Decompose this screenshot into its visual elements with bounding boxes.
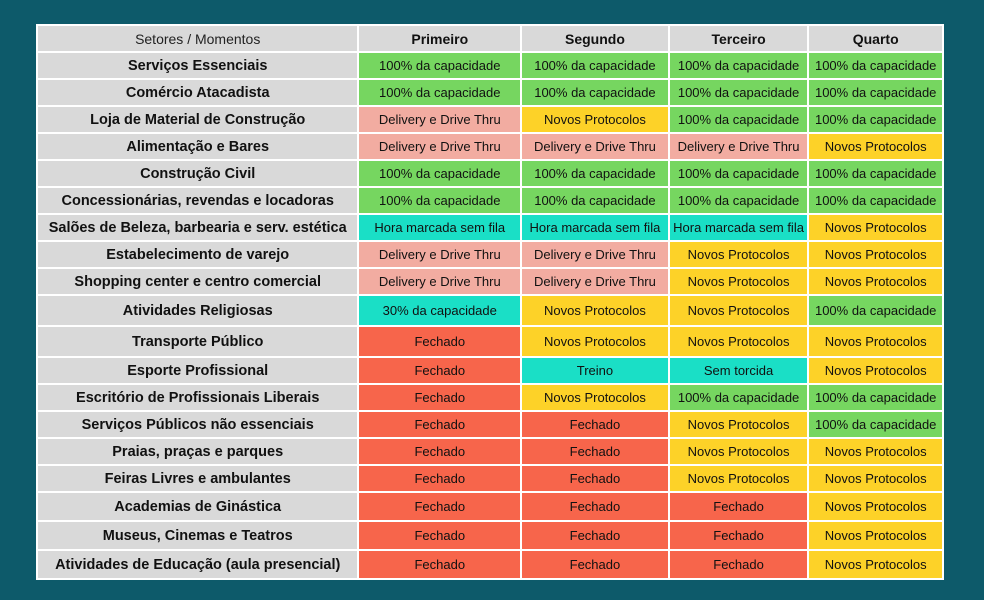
status-cell: Novos Protocolos bbox=[522, 107, 668, 132]
status-cell: Novos Protocolos bbox=[670, 327, 808, 356]
table-row bbox=[38, 358, 942, 383]
status-cell: Novos Protocolos bbox=[809, 327, 942, 356]
status-cell: 100% da capacidade bbox=[522, 53, 668, 78]
status-cell: Novos Protocolos bbox=[809, 269, 942, 294]
status-cell: 100% da capacidade bbox=[670, 188, 808, 213]
sector-name: Serviços Essenciais bbox=[38, 53, 357, 78]
table-row bbox=[38, 242, 942, 267]
header-row bbox=[38, 26, 942, 51]
status-cell: 100% da capacidade bbox=[359, 80, 520, 105]
status-cell: 100% da capacidade bbox=[670, 107, 808, 132]
table-row bbox=[38, 134, 942, 159]
status-cell: Fechado bbox=[670, 493, 808, 520]
status-cell: Fechado bbox=[522, 551, 668, 578]
status-cell: Delivery e Drive Thru bbox=[359, 242, 520, 267]
status-cell: 100% da capacidade bbox=[670, 80, 808, 105]
status-cell: Novos Protocolos bbox=[809, 466, 942, 491]
sector-name: Transporte Público bbox=[38, 327, 357, 356]
status-cell: Delivery e Drive Thru bbox=[359, 269, 520, 294]
sector-name: Escritório de Profissionais Liberais bbox=[38, 385, 357, 410]
status-cell: Delivery e Drive Thru bbox=[359, 107, 520, 132]
status-cell: Novos Protocolos bbox=[522, 385, 668, 410]
status-cell: Novos Protocolos bbox=[809, 522, 942, 549]
status-cell: Fechado bbox=[359, 522, 520, 549]
sector-name: Esporte Profissional bbox=[38, 358, 357, 383]
table-row bbox=[38, 385, 942, 410]
status-cell: Fechado bbox=[522, 466, 668, 491]
sector-name: Salões de Beleza, barbearia e serv. estética bbox=[38, 215, 357, 240]
sector-name: Museus, Cinemas e Teatros bbox=[38, 522, 357, 549]
status-cell: Treino bbox=[522, 358, 668, 383]
status-cell: Hora marcada sem fila bbox=[359, 215, 520, 240]
table-row bbox=[38, 161, 942, 186]
header-phase-quarto: Quarto bbox=[809, 26, 942, 51]
status-cell: Fechado bbox=[359, 439, 520, 464]
status-cell: 100% da capacidade bbox=[359, 53, 520, 78]
status-cell: 100% da capacidade bbox=[809, 296, 942, 325]
status-cell: Fechado bbox=[359, 493, 520, 520]
sector-name: Construção Civil bbox=[38, 161, 357, 186]
status-cell: Fechado bbox=[359, 385, 520, 410]
status-cell: 100% da capacidade bbox=[809, 385, 942, 410]
header-phase-primeiro: Primeiro bbox=[359, 26, 520, 51]
header-phase-terceiro: Terceiro bbox=[670, 26, 808, 51]
status-cell: Fechado bbox=[522, 439, 668, 464]
table-row bbox=[38, 493, 942, 520]
status-cell: Novos Protocolos bbox=[670, 269, 808, 294]
status-cell: 100% da capacidade bbox=[522, 188, 668, 213]
status-cell: Novos Protocolos bbox=[522, 296, 668, 325]
status-cell: 100% da capacidade bbox=[809, 161, 942, 186]
header-phase-segundo: Segundo bbox=[522, 26, 668, 51]
header-sector-label: Setores / Momentos bbox=[38, 26, 357, 51]
status-cell: Novos Protocolos bbox=[670, 296, 808, 325]
status-cell: Fechado bbox=[359, 412, 520, 437]
status-cell: Novos Protocolos bbox=[670, 242, 808, 267]
status-cell: Fechado bbox=[359, 466, 520, 491]
status-cell: 100% da capacidade bbox=[809, 188, 942, 213]
status-cell: 100% da capacidade bbox=[359, 188, 520, 213]
table-row bbox=[38, 107, 942, 132]
status-cell: 100% da capacidade bbox=[809, 53, 942, 78]
status-cell: Delivery e Drive Thru bbox=[522, 134, 668, 159]
table-row bbox=[38, 269, 942, 294]
status-cell: Novos Protocolos bbox=[809, 358, 942, 383]
table-row bbox=[38, 215, 942, 240]
status-cell: 100% da capacidade bbox=[670, 53, 808, 78]
status-cell: Delivery e Drive Thru bbox=[670, 134, 808, 159]
table-row bbox=[38, 466, 942, 491]
status-cell: Sem torcida bbox=[670, 358, 808, 383]
sector-name: Feiras Livres e ambulantes bbox=[38, 466, 357, 491]
sector-name: Serviços Públicos não essenciais bbox=[38, 412, 357, 437]
status-cell: Novos Protocolos bbox=[809, 439, 942, 464]
status-cell: 100% da capacidade bbox=[809, 107, 942, 132]
status-cell: Novos Protocolos bbox=[809, 215, 942, 240]
table-row bbox=[38, 80, 942, 105]
status-cell: Delivery e Drive Thru bbox=[522, 269, 668, 294]
status-cell: Novos Protocolos bbox=[670, 412, 808, 437]
status-cell: Fechado bbox=[522, 522, 668, 549]
status-cell: Delivery e Drive Thru bbox=[359, 134, 520, 159]
table-row bbox=[38, 296, 942, 325]
status-cell: Fechado bbox=[522, 412, 668, 437]
status-cell: 100% da capacidade bbox=[359, 161, 520, 186]
status-cell: Hora marcada sem fila bbox=[522, 215, 668, 240]
sector-name: Alimentação e Bares bbox=[38, 134, 357, 159]
sector-name: Praias, praças e parques bbox=[38, 439, 357, 464]
sector-name: Academias de Ginástica bbox=[38, 493, 357, 520]
sector-name: Atividades de Educação (aula presencial) bbox=[38, 551, 357, 578]
table-row bbox=[38, 439, 942, 464]
status-cell: Fechado bbox=[359, 551, 520, 578]
status-cell: Fechado bbox=[670, 551, 808, 578]
table-row bbox=[38, 327, 942, 356]
status-cell: 100% da capacidade bbox=[670, 385, 808, 410]
table-row bbox=[38, 551, 942, 578]
status-cell: Novos Protocolos bbox=[809, 493, 942, 520]
sector-name: Concessionárias, revendas e locadoras bbox=[38, 188, 357, 213]
status-cell: Novos Protocolos bbox=[809, 242, 942, 267]
status-cell: 30% da capacidade bbox=[359, 296, 520, 325]
table-row bbox=[38, 53, 942, 78]
status-cell: Hora marcada sem fila bbox=[670, 215, 808, 240]
status-cell: 100% da capacidade bbox=[809, 412, 942, 437]
sector-name: Estabelecimento de varejo bbox=[38, 242, 357, 267]
status-cell: 100% da capacidade bbox=[809, 80, 942, 105]
status-cell: Fechado bbox=[522, 493, 668, 520]
sector-name: Loja de Material de Construção bbox=[38, 107, 357, 132]
table-row bbox=[38, 522, 942, 549]
table-row bbox=[38, 188, 942, 213]
sector-name: Atividades Religiosas bbox=[38, 296, 357, 325]
status-cell: 100% da capacidade bbox=[522, 80, 668, 105]
status-cell: Novos Protocolos bbox=[670, 466, 808, 491]
sector-name: Shopping center e centro comercial bbox=[38, 269, 357, 294]
status-cell: Novos Protocolos bbox=[809, 134, 942, 159]
status-cell: Fechado bbox=[359, 358, 520, 383]
status-cell: Novos Protocolos bbox=[670, 439, 808, 464]
sector-name: Comércio Atacadista bbox=[38, 80, 357, 105]
status-cell: 100% da capacidade bbox=[522, 161, 668, 186]
status-cell: Novos Protocolos bbox=[809, 551, 942, 578]
status-cell: 100% da capacidade bbox=[670, 161, 808, 186]
status-cell: Delivery e Drive Thru bbox=[522, 242, 668, 267]
table-row bbox=[38, 412, 942, 437]
title-fragment bbox=[480, 0, 504, 4]
status-cell: Fechado bbox=[670, 522, 808, 549]
status-cell: Fechado bbox=[359, 327, 520, 356]
reopening-phases-table bbox=[36, 24, 944, 580]
status-cell: Novos Protocolos bbox=[522, 327, 668, 356]
